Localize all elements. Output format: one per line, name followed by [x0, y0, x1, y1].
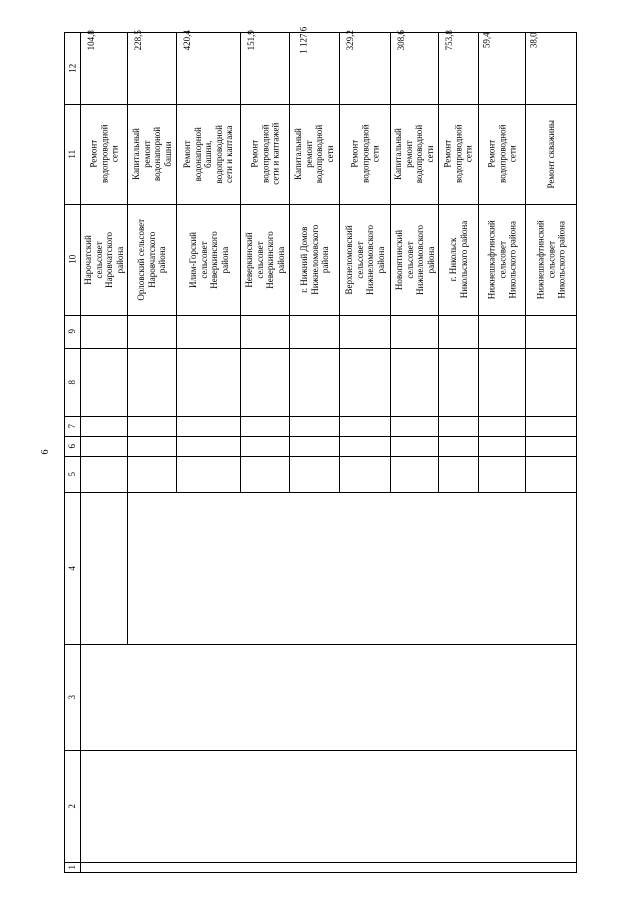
table-cell-work	[177, 107, 240, 201]
table-cell-work	[391, 107, 438, 201]
org-text: Орловский сельсовет Наровчатского района	[136, 218, 168, 301]
column-header-2	[64, 750, 80, 862]
column-header-label: 11	[66, 149, 77, 159]
work-text: Ремонт водопроводной сети	[349, 124, 381, 184]
table-cell-amount	[241, 30, 289, 101]
org-text: Новопятинский сельсовет Нижнеломовского района	[393, 224, 435, 295]
table-border-bottom	[64, 872, 577, 873]
column-header-label: 8	[66, 379, 77, 385]
table-cell-org	[81, 207, 127, 312]
table-cell-amount	[526, 32, 577, 101]
column-header-5	[64, 456, 80, 492]
work-text: Ремонт водонапорной башни, водопроводной сети и каптажа	[182, 124, 235, 184]
amount-text: 104,8	[85, 30, 96, 51]
column-header-label: 6	[66, 443, 77, 449]
table-cell-org	[290, 207, 339, 312]
table-cell-amount	[81, 30, 127, 101]
column-header-10	[64, 204, 80, 315]
column-separator	[64, 348, 577, 349]
column-header-8	[64, 348, 80, 416]
table-cell-amount	[439, 30, 478, 101]
work-text: Ремонт водопроводной сети	[88, 124, 120, 184]
amount-text: 329,2	[344, 30, 355, 51]
column-header-label: 1	[66, 865, 77, 870]
column-header-6	[64, 436, 80, 456]
column-header-3	[64, 644, 80, 750]
table-cell-org	[241, 207, 289, 312]
column-separator	[64, 436, 577, 437]
amount-text: 420,4	[181, 30, 192, 51]
document-table	[64, 26, 577, 873]
column-header-4	[64, 492, 80, 644]
column-header-label: 5	[66, 471, 77, 477]
table-cell-amount	[479, 32, 525, 101]
amount-text: 151,9	[245, 30, 256, 51]
row-separator	[127, 492, 128, 644]
work-text: Капитальный ремонт водопроводной сети	[293, 124, 335, 184]
table-cell-work	[241, 107, 289, 201]
work-text: Ремонт водопроводной сети	[442, 124, 474, 184]
table-cell-work	[81, 107, 127, 201]
column-separator	[64, 416, 577, 417]
column-header-label: 4	[66, 565, 77, 571]
table-cell-org	[340, 207, 390, 312]
column-header-9	[64, 315, 80, 348]
column-separator	[64, 862, 577, 863]
table-cell-org	[479, 207, 525, 312]
column-separator	[64, 204, 577, 205]
column-header-label: 2	[66, 803, 77, 809]
table-cell-amount	[290, 26, 339, 101]
table-cell-org	[391, 207, 438, 312]
table-cell-work	[290, 107, 339, 201]
column-header-11	[64, 104, 80, 204]
work-text: Ремонт скважины	[546, 119, 557, 189]
table-cell-amount	[340, 30, 390, 101]
org-text: Нижнешкафтинский сельсовет Никольского района	[535, 220, 567, 299]
amount-text: 228,5	[132, 30, 143, 51]
column-header-label: 3	[66, 694, 77, 700]
table-cell-work	[439, 107, 478, 201]
column-separator	[64, 104, 577, 105]
table-cell-work	[479, 107, 525, 201]
table-cell-org	[177, 207, 240, 312]
org-text: Илим-Горский сельсовет Неверкинского района	[187, 230, 229, 289]
amount-text: 38,0	[528, 32, 539, 49]
work-text: Капитальный ремонт водопроводной сети	[393, 124, 435, 184]
org-text: Верхнеломовский сельсовет Нижнеломовского района	[344, 224, 386, 295]
column-header-label: 12	[66, 63, 77, 73]
table-cell-org	[128, 207, 176, 312]
org-text: Нарочатский сельсовет Наровчатского района	[83, 231, 125, 288]
work-text: Капитальный ремонт водонапорной башни	[131, 126, 173, 182]
work-text: Ремонт водопроводной сети	[486, 124, 518, 184]
column-separator	[64, 644, 577, 645]
column-separator	[64, 315, 577, 316]
column-header-7	[64, 416, 80, 436]
column-header-label: 7	[66, 423, 77, 429]
column-header-1	[64, 862, 80, 873]
amount-text: 59,4	[481, 32, 492, 49]
table-cell-amount	[391, 30, 438, 101]
column-header-12	[64, 32, 80, 104]
table-cell-work	[526, 107, 577, 201]
org-text: Нижнешкафтинский сельсовет Никольского района	[486, 220, 518, 299]
table-cell-org	[526, 207, 577, 312]
column-separator	[64, 492, 577, 493]
column-separator	[64, 456, 577, 457]
amount-text: 1 127,6	[298, 26, 309, 54]
amount-text: 308,6	[395, 30, 406, 51]
table-cell-amount	[177, 30, 240, 101]
table-cell-amount	[128, 30, 176, 101]
column-header-label: 10	[66, 255, 77, 264]
org-text: г. Никольск Никольского района	[448, 220, 469, 299]
table-cell-work	[128, 107, 176, 201]
amount-text: 753,8	[443, 30, 454, 51]
org-text: г. Нижний Домов Нижнеломовского района	[298, 224, 330, 295]
table-cell-work	[340, 107, 390, 201]
column-header-label: 9	[66, 329, 77, 334]
column-separator	[64, 750, 577, 751]
work-text: Ремонт водопроводной сети и каптажей	[249, 122, 281, 186]
org-text: Неверкинский сельсовет Неверкинского района	[244, 230, 286, 289]
page-number: 6	[40, 449, 51, 455]
table-cell-org	[439, 207, 478, 312]
